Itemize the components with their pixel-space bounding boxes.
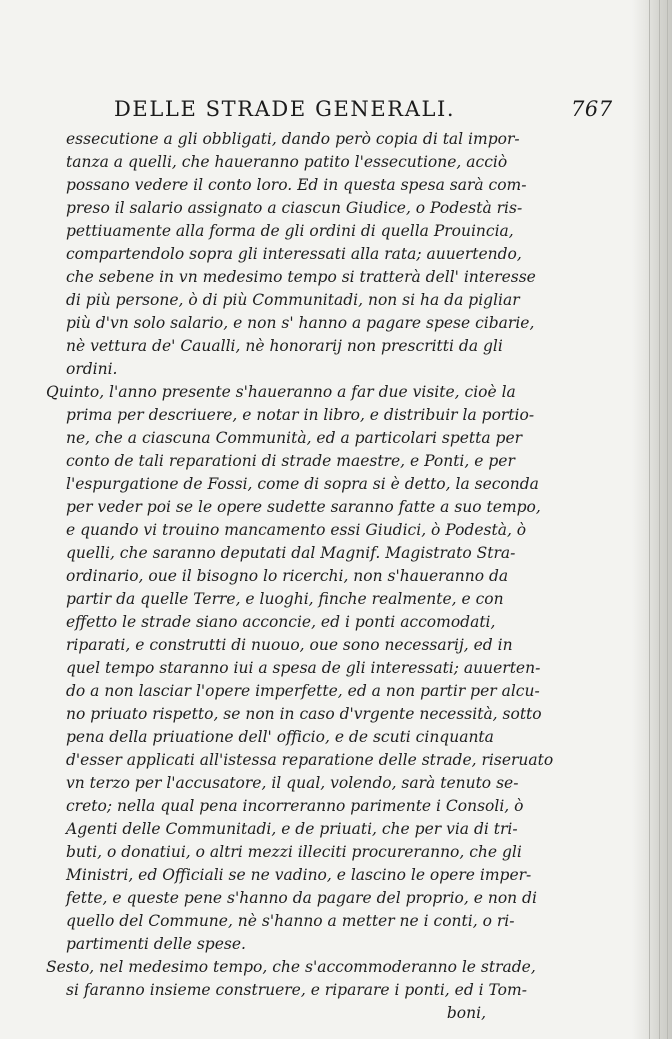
page-edge-line xyxy=(659,0,660,1039)
page-edge-line xyxy=(649,0,650,1039)
text-line: che sebene in vn medesimo tempo si tratterà dell' interesse xyxy=(66,268,536,286)
page-edge-line xyxy=(667,0,668,1039)
text-line: effetto le strade siano acconcie, ed i ponti accomodati, xyxy=(66,613,496,631)
text-line: Agenti delle Communitadi, e de priuati, che per via di tri- xyxy=(66,820,518,838)
text-line: prima per descriuere, e notar in libro, e distribuir la portio- xyxy=(66,406,535,424)
text-line: partimenti delle spese. xyxy=(66,935,246,953)
body-text xyxy=(46,128,554,1025)
text-line: riparati, e construtti di nuouo, oue sono necessarij, ed in xyxy=(66,636,513,654)
text-line: di più persone, ò di più Communitadi, non si ha da pigliar xyxy=(66,291,520,309)
text-line: ordini. xyxy=(66,360,118,378)
catchword: boni, xyxy=(446,1004,486,1022)
running-title: DELLE STRADE GENERALI. xyxy=(114,97,456,121)
paragraph-start-line: Quinto, l'anno presente s'haueranno a far due visite, cioè la xyxy=(46,383,516,401)
paragraph-start-line: Sesto, nel medesimo tempo, che s'accommoderanno le strade, xyxy=(46,958,536,976)
text-line: vn terzo per l'accusatore, il qual, volendo, sarà tenuto se- xyxy=(66,774,519,792)
text-line: no priuato rispetto, se non in caso d'vrgente necessità, sotto xyxy=(66,705,542,723)
text-line: quello del Commune, nè s'hanno a metter ne i conti, o ri- xyxy=(66,912,515,930)
text-line: ordinario, oue il bisogno lo ricerchi, non s'haueranno da xyxy=(66,567,509,585)
text-line: pettiuamente alla forma de gli ordini di quella Prouincia, xyxy=(66,222,514,240)
text-line: pena della priuatione dell' officio, e de scuti cinquanta xyxy=(66,728,494,746)
text-line: conto de tali reparationi di strade maestre, e Ponti, e per xyxy=(66,452,515,470)
text-line: quel tempo staranno iui a spesa de gli interessati; auuerten- xyxy=(66,659,541,677)
text-line: più d'vn solo salario, e non s' hanno a pagare spese cibarie, xyxy=(66,314,535,332)
text-line: nè vettura de' Caualli, nè honorarij non prescritti da gli xyxy=(66,337,503,355)
page-edge-shadow xyxy=(632,0,672,1039)
text-line: d'esser applicati all'istessa reparatione delle strade, riseruato xyxy=(66,751,554,769)
text-line: essecutione a gli obbligati, dando però copia di tal impor- xyxy=(66,130,520,148)
text-line: creto; nella qual pena incorreranno parimente i Consoli, ò xyxy=(66,797,524,815)
text-line: possano vedere il conto loro. Ed in questa spesa sarà com- xyxy=(66,176,527,194)
text-line: preso il salario assignato a ciascun Giudice, o Podestà ris- xyxy=(66,199,523,217)
text-line: quelli, che saranno deputati dal Magnif. Magistrato Stra- xyxy=(66,544,516,562)
text-line: compartendolo sopra gli interessati alla rata; auuertendo, xyxy=(66,245,522,263)
text-line: per veder poi se le opere sudette saranno fatte a suo tempo, xyxy=(66,498,541,516)
text-line: Ministri, ed Officiali se ne vadino, e lascino le opere imper- xyxy=(66,866,532,884)
page-number: 767 xyxy=(571,97,613,121)
text-line: buti, o donatiui, o altri mezzi illeciti procureranno, che gli xyxy=(66,843,522,861)
text-line: e quando vi trouino mancamento essi Giudici, ò Podestà, ò xyxy=(66,521,527,539)
text-line: si faranno insieme construere, e riparare i ponti, ed i Tom- xyxy=(66,981,527,999)
text-line: l'espurgatione de Fossi, come di sopra si è detto, la seconda xyxy=(66,475,539,493)
running-header xyxy=(114,97,634,121)
text-line: tanza a quelli, che haueranno patito l'essecutione, acciò xyxy=(66,153,508,171)
text-line: ne, che a ciascuna Communità, ed a particolari spetta per xyxy=(66,429,523,447)
text-line: partir da quelle Terre, e luoghi, finche realmente, e con xyxy=(66,590,504,608)
text-line: do a non lasciar l'opere imperfette, ed a non partir per alcu- xyxy=(66,682,540,700)
text-line: fette, e queste pene s'hanno da pagare del proprio, e non di xyxy=(66,889,537,907)
